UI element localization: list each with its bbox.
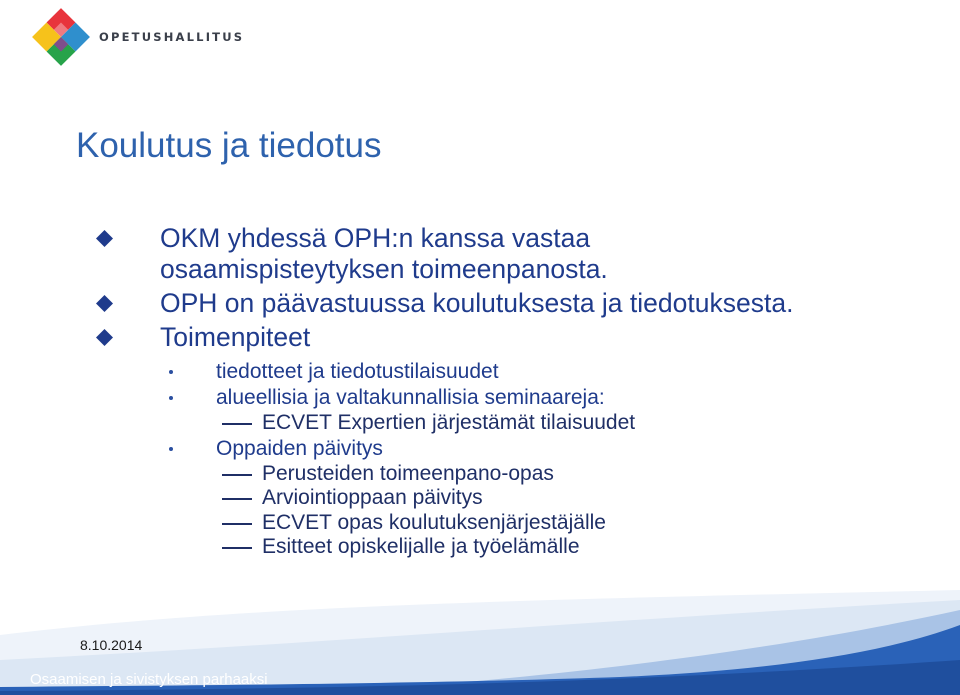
sub-sub-bullet-text: ECVET opas koulutuksenjärjestäjälle bbox=[262, 510, 606, 534]
slide-title: Koulutus ja tiedotus bbox=[76, 126, 382, 165]
dash-bullet-icon bbox=[222, 423, 252, 425]
sub-bullet-item bbox=[96, 359, 796, 385]
slide-date: 8.10.2014 bbox=[80, 637, 143, 653]
bullet-text: OKM yhdessä OPH:n kanssa vastaa osaamispisteytyksen toimeenpanosta. bbox=[160, 223, 608, 284]
bullet-item bbox=[96, 288, 796, 319]
dot-bullet-icon bbox=[169, 396, 173, 400]
footer-tagline: Osaamisen ja sivistyksen parhaaksi bbox=[30, 671, 268, 688]
sub-sub-bullet-text: Arviointioppaan päivitys bbox=[262, 486, 483, 509]
sub-sub-bullet-item bbox=[96, 411, 796, 436]
sub-sub-bullet-item bbox=[96, 535, 796, 560]
logo-text: OPETUSHALLITUS bbox=[99, 30, 245, 44]
sub-sub-bullet-item bbox=[96, 511, 796, 536]
sub-bullet-text: tiedotteet ja tiedotustilaisuudet bbox=[216, 360, 499, 383]
dot-bullet-icon bbox=[169, 370, 173, 374]
sub-sub-bullet-text: Esitteet opiskelijalle ja työelämälle bbox=[262, 535, 580, 558]
bullet-list bbox=[96, 223, 796, 560]
dash-bullet-icon bbox=[222, 474, 252, 476]
diamond-bullet-icon bbox=[96, 230, 113, 247]
dash-bullet-icon bbox=[222, 523, 252, 525]
opetushallitus-logo bbox=[30, 6, 244, 68]
sub-sub-bullet-item bbox=[96, 486, 796, 511]
sub-sub-bullet-item bbox=[96, 462, 796, 487]
dash-bullet-icon bbox=[222, 547, 252, 549]
sub-bullet-text: Oppaiden päivitys bbox=[216, 436, 383, 460]
sub-bullet-item bbox=[96, 385, 796, 411]
bullet-text: OPH on päävastuussa koulutuksesta ja tiedotuksesta. bbox=[160, 288, 794, 318]
bullet-text: Toimenpiteet bbox=[160, 322, 311, 352]
dash-bullet-icon bbox=[222, 498, 252, 500]
bullet-item bbox=[96, 223, 796, 285]
sub-sub-bullet-text: Perusteiden toimeenpano-opas bbox=[262, 461, 554, 485]
sub-bullet-item bbox=[96, 436, 796, 462]
sub-sub-bullet-text: ECVET Expertien järjestämät tilaisuudet bbox=[262, 411, 636, 434]
diamond-bullet-icon bbox=[96, 329, 113, 346]
sub-bullet-text: alueellisia ja valtakunnallisia seminaareja: bbox=[216, 386, 605, 409]
dot-bullet-icon bbox=[169, 447, 173, 451]
logo-diamond-icon bbox=[30, 6, 92, 68]
bullet-item bbox=[96, 322, 796, 353]
diamond-bullet-icon bbox=[96, 295, 113, 312]
